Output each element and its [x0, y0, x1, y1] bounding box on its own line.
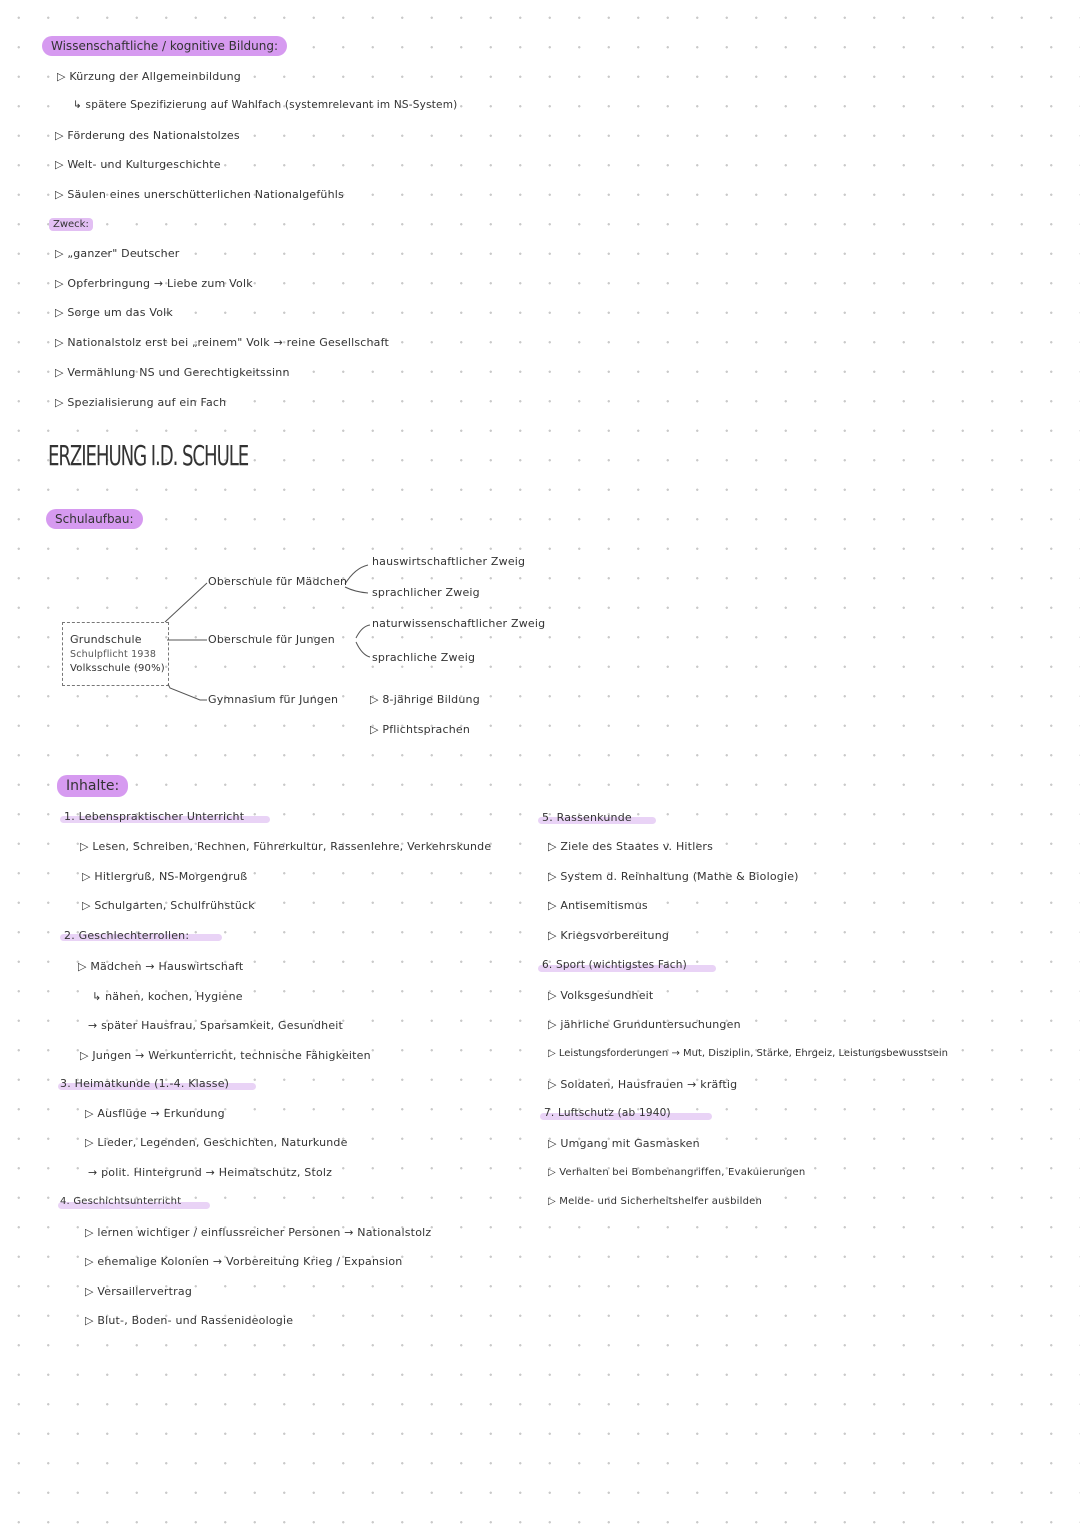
- list-item: ▷ Welt- und Kulturgeschichte: [55, 158, 221, 171]
- list-item: ▷ Säulen eines unerschütterlichen Nationalgefühls: [55, 188, 344, 201]
- section-heading-bildung: Wissenschaftliche / kognitive Bildung:: [42, 36, 287, 56]
- oberschule-maedchen: Oberschule für Mädchen: [208, 575, 348, 588]
- list-item: ▷ Melde- und Sicherheitshelfer ausbilden: [548, 1196, 763, 1207]
- list-item: ▷ Versaillervertrag: [85, 1285, 193, 1298]
- list-item: ▷ Ziele des Staates v. Hitlers: [548, 840, 714, 853]
- list-item: ↳ spätere Spezifizierung auf Wahlfach (systemrelevant im NS-System): [73, 99, 458, 111]
- inhalte-heading-2: 2. Geschlechterrollen:: [64, 929, 190, 942]
- list-item: ▷ Opferbringung → Liebe zum Volk: [55, 277, 253, 290]
- list-item: ▷ Antisemitismus: [548, 899, 648, 912]
- inhalte-heading-4: 4. Geschichtsunterricht: [60, 1196, 182, 1207]
- zweig-sprachlich-maedchen: sprachlicher Zweig: [372, 586, 480, 599]
- list-item: ▷ Hitlergruß, NS-Morgengruß: [82, 870, 248, 883]
- list-item: ▷ Verhalten bei Bombenangriffen, Evakuierungen: [548, 1167, 806, 1178]
- inhalte-heading-1: 1. Lebenspraktischer Unterricht: [64, 810, 245, 823]
- zweck-label: Zweck:: [49, 218, 93, 231]
- list-item: ↳ nähen, kochen, Hygiene: [92, 990, 243, 1003]
- inhalte-heading-6: 6. Sport (wichtigstes Fach): [542, 959, 687, 971]
- list-item: → polit. Hintergrund → Heimatschutz, Stolz: [88, 1166, 333, 1179]
- list-item: ▷ Förderung des Nationalstolzes: [55, 129, 240, 142]
- grundschule-label: Grundschule: [70, 633, 142, 646]
- schulaufbau-label: Schulaufbau:: [46, 509, 143, 529]
- zweig-hauswirtschaft: hauswirtschaftlicher Zweig: [372, 555, 526, 568]
- gymnasium-item: ▷ 8-jährige Bildung: [370, 693, 480, 706]
- zweig-sprachlich-jungen: sprachliche Zweig: [372, 651, 476, 664]
- list-item: ▷ ehemalige Kolonien → Vorbereitung Krieg / Expansion: [85, 1255, 403, 1268]
- zweig-naturwissenschaft: naturwissenschaftlicher Zweig: [372, 617, 546, 630]
- list-item: ▷ Spezialisierung auf ein Fach: [55, 396, 227, 409]
- list-item: ▷ Umgang mit Gasmasken: [548, 1137, 700, 1150]
- list-item: ▷ Volksgesundheit: [548, 989, 654, 1002]
- list-item: → später Hausfrau, Sparsamkeit, Gesundheit: [88, 1019, 344, 1032]
- list-item: ▷ jährliche Grunduntersuchungen: [548, 1018, 741, 1031]
- gymnasium-item: ▷ Pflichtsprachen: [370, 723, 471, 736]
- list-item: ▷ Schulgarten, Schulfrühstück: [82, 899, 255, 912]
- list-item: ▷ Leistungsforderungen → Mut, Disziplin, Stärke, Ehrgeiz, Leistungsbewusstsein: [548, 1048, 949, 1059]
- list-item: ▷ Soldaten, Hausfrauen → kräftig: [548, 1078, 738, 1091]
- page-title: ERZIEHUNG I.D. SCHULE: [48, 439, 249, 472]
- list-item: ▷ Sorge um das Volk: [55, 306, 174, 319]
- inhalte-heading-3: 3. Heimatkunde (1.-4. Klasse): [60, 1077, 230, 1090]
- volksschule-label: Volksschule (90%): [70, 663, 165, 674]
- schulpflicht-label: Schulpflicht 1938: [70, 649, 157, 660]
- list-item: ▷ Blut-, Boden- und Rassenideologie: [85, 1314, 294, 1327]
- list-item: ▷ Lieder, Legenden, Geschichten, Naturkunde: [85, 1136, 348, 1149]
- list-item: ▷ Lesen, Schreiben, Rechnen, Führerkultur, Rassenlehre, Verkehrskunde: [80, 840, 492, 853]
- list-item: ▷ Vermählung NS und Gerechtigkeitssinn: [55, 366, 290, 379]
- inhalte-label: Inhalte:: [57, 775, 128, 797]
- list-item: ▷ lernen wichtiger / einflussreicher Personen → Nationalstolz: [85, 1226, 432, 1239]
- inhalte-heading-7: 7. Luftschutz (ab 1940): [544, 1107, 671, 1119]
- list-item: ▷ System d. Reinhaltung (Mathe & Biologie): [548, 870, 799, 883]
- list-item: ▷ Mädchen → Hauswirtschaft: [78, 960, 244, 973]
- gymnasium-jungen: Gymnasium für Jungen: [208, 693, 339, 706]
- list-item: ▷ Ausflüge → Erkundung: [85, 1107, 225, 1120]
- inhalte-heading-5: 5. Rassenkunde: [542, 811, 632, 824]
- list-item: ▷ Jungen → Werkunterricht, technische Fähigkeiten: [80, 1049, 371, 1062]
- oberschule-jungen: Oberschule für Jungen: [208, 633, 335, 646]
- list-item: ▷ Kürzung der Allgemeinbildung: [57, 70, 241, 83]
- list-item: ▷ Nationalstolz erst bei „reinem" Volk → reine Gesellschaft: [55, 336, 390, 349]
- list-item: ▷ „ganzer" Deutscher: [55, 247, 180, 260]
- list-item: ▷ Kriegsvorbereitung: [548, 929, 670, 942]
